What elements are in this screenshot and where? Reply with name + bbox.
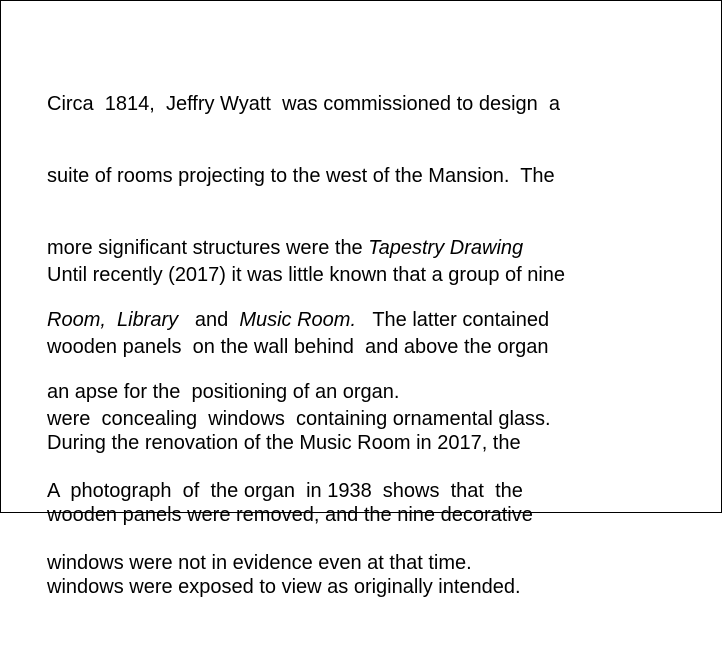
paragraph-line	[47, 92, 560, 116]
paragraph-line	[47, 335, 565, 359]
text-run: During the renovation of the Music Room in 2017, the	[47, 432, 521, 454]
paragraph-line	[47, 503, 533, 527]
text-run: an apse for the positioning of an organ.	[47, 381, 400, 403]
text-run: The latter contained	[356, 309, 550, 331]
text-run: and	[178, 309, 240, 331]
text-run: A photograph of the organ in 1938 shows that the	[47, 480, 523, 502]
text-run: were concealing windows containing ornamental glass.	[47, 408, 551, 430]
paragraph-line	[47, 164, 560, 188]
text-run: windows were exposed to view as originally intended.	[47, 576, 521, 598]
text-run: wooden panels on the wall behind and above the organ	[47, 336, 549, 358]
text-run: suite of rooms projecting to the west of the Mansion. The	[47, 165, 555, 187]
text-run: wooden panels were removed, and the nine decorative	[47, 504, 533, 526]
paragraph-line	[47, 575, 533, 599]
text-run: more significant structures were the	[47, 237, 369, 259]
paragraph-3	[47, 383, 533, 647]
text-run: windows were not in evidence even at that time.	[47, 552, 472, 574]
italic-room-name: Music Room.	[239, 309, 357, 331]
paragraph-line	[47, 263, 565, 287]
italic-room-name: Tapestry Drawing	[368, 237, 524, 259]
text-run: Until recently (2017) it was little known that a group of nine	[47, 264, 566, 286]
text-run: Circa 1814, Jeffry Wyatt was commissioned to design a	[47, 93, 560, 115]
italic-room-name: Room, Library	[47, 309, 179, 331]
paragraph-line	[47, 431, 533, 455]
